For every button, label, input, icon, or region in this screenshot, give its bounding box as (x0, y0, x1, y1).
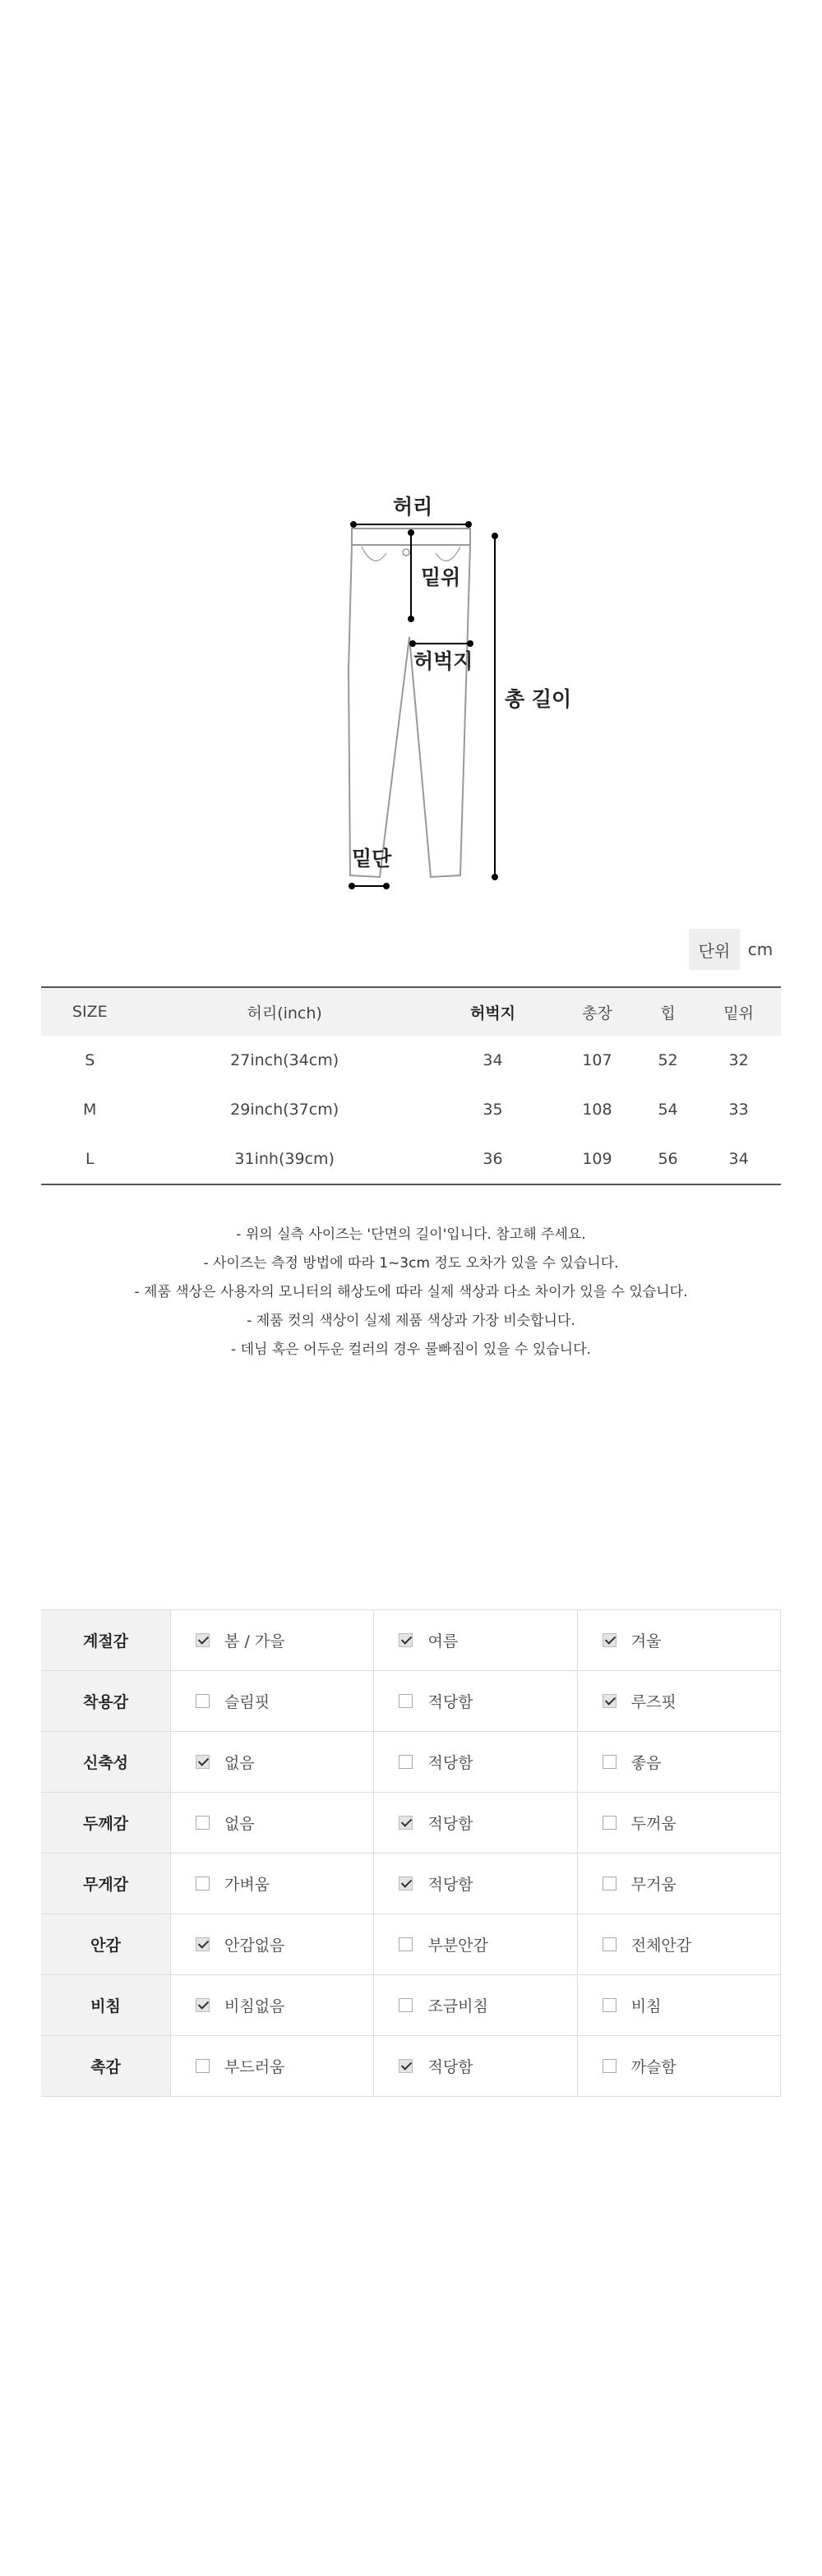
table-cell: 107 (582, 1051, 612, 1069)
fit-option-label: 부분안감 (427, 1937, 488, 1955)
unit-indicator (689, 929, 781, 970)
fit-option (171, 1732, 374, 1793)
table-row (41, 1793, 781, 1854)
fit-option (374, 1610, 577, 1671)
total-length-label: 총 길이 (505, 687, 572, 711)
fit-row-label: 신축성 (41, 1732, 171, 1793)
checkbox-empty-icon (603, 1877, 616, 1890)
table-cell: 27inch(34cm) (230, 1051, 339, 1069)
table-cell: S (85, 1051, 95, 1069)
table-cell: 32 (728, 1051, 749, 1069)
fit-option-label: 가벼움 (224, 1876, 270, 1894)
checkbox-empty-icon (603, 1998, 616, 2012)
checkbox-empty-icon (196, 1877, 210, 1890)
checkbox-empty-icon (399, 1694, 413, 1708)
checkbox-empty-icon (399, 1755, 413, 1769)
header-waist: 허리(inch) (139, 987, 431, 1036)
fit-option (577, 2036, 780, 2097)
fit-row-label: 무게감 (41, 1854, 171, 1914)
fit-row-label: 두께감 (41, 1793, 171, 1854)
thigh-label: 허벅지 (413, 649, 473, 673)
fit-option-label: 봄 / 가을 (224, 1632, 285, 1650)
fit-option (171, 2036, 374, 2097)
checkbox-checked-icon (603, 1633, 616, 1647)
note-line: - 위의 실측 사이즈는 '단면의 길이'입니다. 참고해 주세요. (236, 1226, 586, 1243)
fit-option (374, 1854, 577, 1914)
table-row (41, 1085, 781, 1134)
fit-option (171, 1854, 374, 1914)
table-cell: 36 (431, 1134, 555, 1184)
unit-value: cm (747, 939, 774, 959)
fit-option (171, 1975, 374, 2036)
table-cell: 109 (555, 1134, 640, 1184)
table-row (41, 1610, 781, 1671)
table-cell: 108 (582, 1101, 612, 1119)
fit-option (577, 1914, 780, 1975)
table-cell: L (41, 1134, 139, 1184)
fit-option-label: 좋음 (630, 1754, 662, 1772)
checkbox-empty-icon (196, 1694, 210, 1708)
checkbox-checked-icon (196, 1633, 210, 1647)
table-row (41, 1732, 781, 1793)
checkbox-empty-icon (196, 1816, 210, 1830)
checkbox-empty-icon (603, 2059, 616, 2073)
fit-option (171, 1671, 374, 1732)
fit-option (577, 1975, 780, 2036)
fit-option-label: 여름 (427, 1632, 459, 1650)
checkbox-empty-icon (603, 1816, 616, 1830)
fit-row-label: 비침 (41, 1975, 171, 2036)
table-cell: 33 (728, 1101, 749, 1119)
table-cell: 34 (483, 1051, 503, 1069)
header-total-length: 총장 (555, 987, 640, 1036)
fit-option-label: 루즈핏 (630, 1693, 677, 1711)
checkbox-checked-icon (399, 1633, 413, 1647)
header-size: SIZE (41, 987, 139, 1036)
size-table-header (41, 987, 781, 1036)
rise-label: 밑위 (421, 566, 461, 589)
fit-option (577, 1854, 780, 1914)
fit-option (577, 1793, 780, 1854)
fit-option-label: 슬림핏 (224, 1693, 270, 1711)
fit-option-label: 안감없음 (224, 1937, 285, 1955)
fit-option-label: 비침 (630, 1997, 662, 2015)
checkbox-checked-icon (196, 1937, 210, 1951)
checkbox-checked-icon (399, 2059, 413, 2073)
note-line: - 데님 혹은 어두운 컬러의 경우 물빠짐이 있을 수 있습니다. (231, 1341, 591, 1358)
table-row (41, 2036, 781, 2097)
unit-label: 단위 (689, 929, 740, 970)
table-row (41, 1671, 781, 1732)
header-rise: 밑위 (696, 987, 781, 1036)
table-row (41, 1134, 781, 1184)
checkbox-checked-icon (603, 1694, 616, 1708)
fit-row-label: 안감 (41, 1914, 171, 1975)
waist-label: 허리 (393, 495, 433, 519)
fit-option-label: 까슬함 (630, 2058, 677, 2076)
table-cell: 31inh(39cm) (139, 1134, 431, 1184)
size-table (41, 986, 781, 1185)
note-line: - 사이즈는 측정 방법에 따라 1~3cm 정도 오차가 있을 수 있습니다. (203, 1255, 619, 1272)
checkbox-empty-icon (399, 1937, 413, 1951)
fit-option-label: 비침없음 (224, 1997, 285, 2015)
fit-option-label: 무거움 (630, 1876, 677, 1894)
fit-option (374, 1671, 577, 1732)
fit-option (171, 1914, 374, 1975)
fit-option (374, 1975, 577, 2036)
fit-row-label: 착용감 (41, 1671, 171, 1732)
fit-option-label: 부드러움 (224, 2058, 285, 2076)
fit-row-label: 계절감 (41, 1610, 171, 1671)
fit-option (171, 1610, 374, 1671)
table-row (41, 1036, 781, 1085)
fit-option (577, 1732, 780, 1793)
fit-option-label: 두꺼움 (630, 1815, 677, 1833)
fit-option-label: 적당함 (427, 1754, 473, 1772)
size-notes (0, 1221, 822, 1364)
checkbox-checked-icon (399, 1877, 413, 1890)
fit-option-label: 겨울 (630, 1632, 662, 1650)
fit-option-label: 적당함 (427, 1693, 473, 1711)
fit-characteristics-table (41, 1609, 781, 2097)
checkbox-checked-icon (399, 1816, 413, 1830)
fit-option-label: 없음 (224, 1754, 255, 1772)
table-cell: 54 (658, 1101, 678, 1119)
table-cell: 29inch(37cm) (230, 1101, 339, 1119)
hem-label: 밑단 (352, 847, 392, 870)
checkbox-empty-icon (399, 1998, 413, 2012)
table-cell: 56 (640, 1134, 696, 1184)
pants-measurement-diagram (329, 481, 592, 908)
header-thigh: 허벅지 (431, 987, 555, 1036)
table-cell: 34 (696, 1134, 781, 1184)
fit-row-label: 촉감 (41, 2036, 171, 2097)
checkbox-checked-icon (196, 1998, 210, 2012)
fit-option-label: 조금비침 (427, 1997, 488, 2015)
fit-option (374, 1732, 577, 1793)
table-cell: M (83, 1101, 97, 1119)
table-row (41, 1854, 781, 1914)
header-hip: 힙 (640, 987, 696, 1036)
fit-option (577, 1610, 780, 1671)
fit-option-label: 적당함 (427, 1876, 473, 1894)
table-row (41, 1914, 781, 1975)
checkbox-empty-icon (603, 1755, 616, 1769)
fit-option-label: 없음 (224, 1815, 255, 1833)
table-cell: 52 (658, 1051, 678, 1069)
fit-option-label: 적당함 (427, 1815, 473, 1833)
fit-option (577, 1671, 780, 1732)
checkbox-checked-icon (196, 1755, 210, 1769)
checkbox-empty-icon (196, 2059, 210, 2073)
table-row (41, 1975, 781, 2036)
fit-option (171, 1793, 374, 1854)
checkbox-empty-icon (603, 1937, 616, 1951)
fit-option (374, 1793, 577, 1854)
fit-option (374, 1914, 577, 1975)
note-line: - 제품 색상은 사용자의 모니터의 해상도에 따라 실제 색상과 다소 차이가 있을 수 있습니다. (134, 1284, 688, 1300)
fit-option-label: 전체안감 (630, 1937, 692, 1955)
fit-option-label: 적당함 (427, 2058, 473, 2076)
fit-option (374, 2036, 577, 2097)
note-line: - 제품 컷의 색상이 실제 제품 색상과 가장 비슷합니다. (247, 1313, 575, 1329)
table-cell: 35 (483, 1101, 503, 1119)
